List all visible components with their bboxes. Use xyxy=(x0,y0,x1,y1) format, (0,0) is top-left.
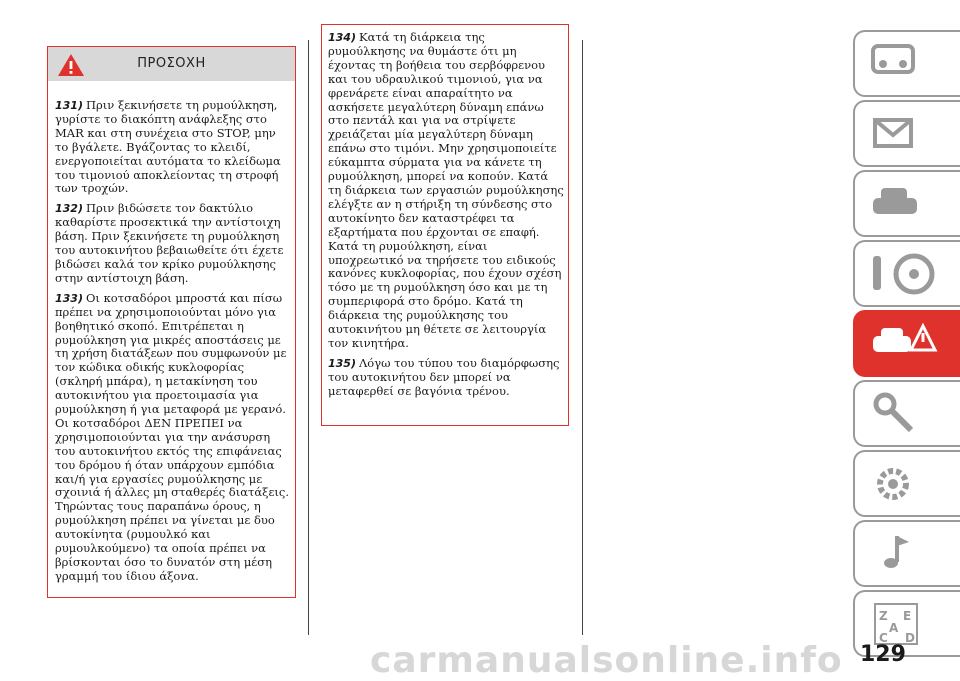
note-135: 135) Λόγω του τύπου του διαμόρφωσης του αυτοκινήτου δεν μπορεί να μεταφερθεί σε βαγόνια τρένου. xyxy=(328,355,560,398)
tab-dashboard[interactable] xyxy=(853,30,960,97)
svg-text:E: E xyxy=(903,609,912,623)
music-note-icon xyxy=(869,530,929,578)
tab-maintenance[interactable] xyxy=(853,380,960,447)
warning-text-left xyxy=(55,99,291,590)
svg-text:C: C xyxy=(879,631,888,645)
note-133: 133) Οι κοτσαδόροι μπροστά και πίσω πρέπει να χρησιμοποιούνται μόνο για βοηθητικό σκοπό. Επιτρέπεται η ρυμούλκηση για μικρές αποστάσεις με τη χρήση διατάξεων που συμφωνούν με τον κώδικα οδικής κυκλοφορίας (σκληρή μπάρα), η μετακίνηση του αυτοκινήτου για προετοιμασία για ρυμούλκηση ή για μεταφορά με γερανό. Οι κοτσαδόροι ΔΕΝ ΠΡΕΠΕΙ να χρησιμοποιούνται για την ανάσυρση του αυτοκινήτου εκτός της επιφάνειας του δρόμου ή όταν υπάρχουν εμπόδια και/ή για εργασίες ρυμούλκησης με σχοινιά ή άλλες μη σταθερές διατάξεις. Τηρώντας τους παραπάνω όρους, η ρυμούλκηση πρέπει να γίνεται με δυο αυτοκίνητα (ρυμουλκό και ρυμουλκούμενο) τα οποία πρέπει να βρίσκονται όσο το δυνατόν στη μέση γραμμή του ίδιου άξονα. xyxy=(55,290,290,583)
alphabet-index-icon xyxy=(869,600,939,648)
tab-technical-data[interactable] xyxy=(853,450,960,517)
car-crash-icon xyxy=(869,320,939,368)
watermark: carmanualsonline.info xyxy=(370,640,843,681)
tab-starting-driving[interactable] xyxy=(853,170,960,237)
note-132: 132) Πριν βιδώσετε τον δακτύλιο καθαρίστε προσεκτικά την αντίστοιχη βάση. Πριν ξεκινήσετε τη ρυμούλκηση του αυτοκινήτου βεβαιωθείτε ότι έχετε βιδώσει καλά τον κρίκο ρυμούλκησης στην αντίστοιχη βάση. xyxy=(55,201,284,285)
warning-text-right xyxy=(328,31,564,405)
warning-title: ΠΡΟΣΟΧΗ xyxy=(137,56,206,71)
warning-header xyxy=(48,47,295,81)
envelope-icon xyxy=(869,110,929,158)
tab-safety[interactable] xyxy=(853,100,960,167)
svg-text:Z: Z xyxy=(879,609,888,623)
warning-box-left xyxy=(47,46,296,598)
page-number: 129 xyxy=(860,642,906,667)
warning-box-right xyxy=(321,24,569,426)
note-134: 134) Κατά τη διάρκεια της ρυμούλκησης να θυμάστε ότι μη έχοντας τη βοήθεια του σερβόφρενου και του υδραυλικού τιμονιού, για να φρενάρετε είναι απαραίτητο να ασκήσετε μεγαλύτερη δύναμη επάνω στο πεντάλ και για να στρίψετε χρειάζεται μία μεγαλύτερη δύναμη επάνω στο τιμόνι. Μην χρησιμοποιείτε εύκαμπτα σύρματα για να κάνετε τη ρυμούλκηση, μπορεί να κοπούν. Κατά τη διάρκεια των εργασιών ρυμούλκησης ελέγξτε αν η στήριξη τη σύνδεσης στο αυτοκίνητο δεν καταστρέφει τα εξαρτήματα που έρχονται σε επαφή. Κατά τη ρυμούλκηση, είναι υποχρεωτικό να τηρήσετε του ειδικούς κανόνες κυκλοφορίας, που έχουν σχέση τόσο με τη ρυμούλκηση όσο και με τη συμπεριφορά στο δρόμο. Κατά τη διάρκεια της ρυμούλκησης του αυτοκινήτου μη θέτετε σε λειτουργία τον κινητήρα. xyxy=(328,30,564,350)
gear-icon xyxy=(869,460,929,508)
note-131: 131) Πριν ξεκινήσετε τη ρυμούλκηση, γυρίστε το διακόπτη ανάφλεξης στο MAR και στη συνέχεια στο STOP, μην το βγάλετε. Βγάζοντας το κλειδί, ενεργοποιείται αυτόματα το κλείδωμα του τιμονιού αποκλείοντας τη στροφή των τροχών. xyxy=(55,98,281,196)
column-divider-right xyxy=(582,40,583,635)
car-shape-icon xyxy=(869,180,929,228)
car-dashboard-icon xyxy=(869,40,929,88)
svg-text:D: D xyxy=(905,631,915,645)
steering-wheel-icon xyxy=(869,250,939,298)
svg-text:A: A xyxy=(889,621,899,635)
tab-multimedia[interactable] xyxy=(853,520,960,587)
column-divider-left xyxy=(308,40,309,635)
wrench-icon xyxy=(869,390,929,438)
tab-warning-lights[interactable] xyxy=(853,240,960,307)
tab-emergency[interactable] xyxy=(853,310,960,377)
chapter-tabs xyxy=(853,0,960,678)
